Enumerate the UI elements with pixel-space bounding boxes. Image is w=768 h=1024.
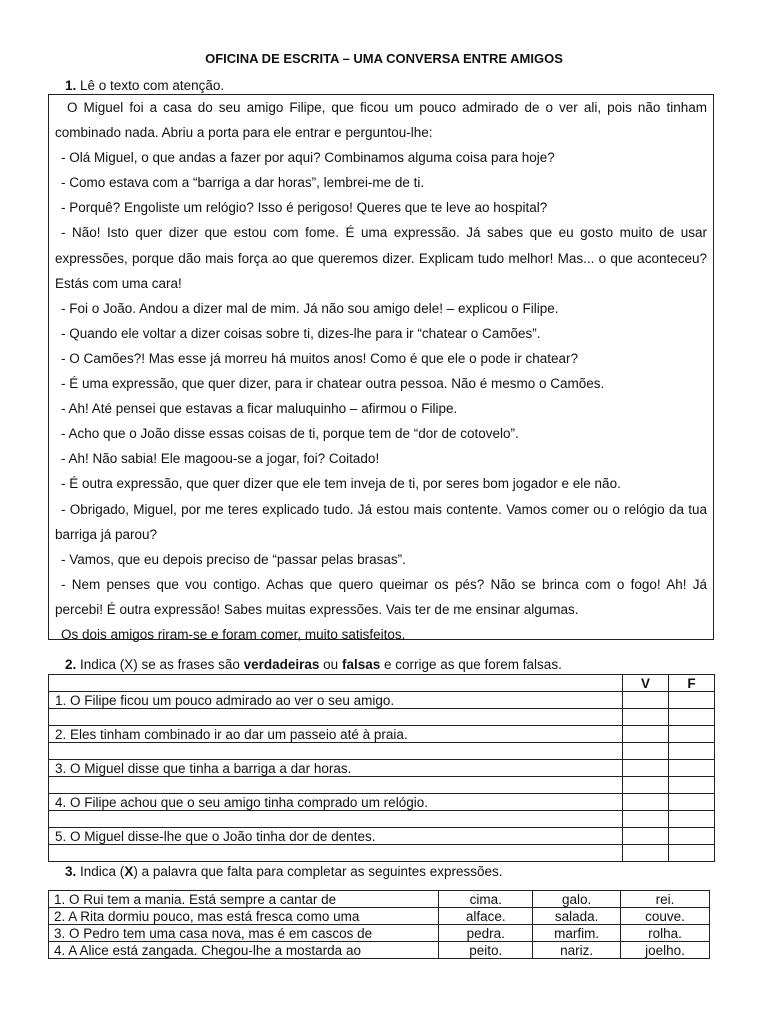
option-cell[interactable]: cima.	[439, 891, 533, 908]
table-row	[49, 692, 715, 709]
option-cell[interactable]: rei.	[621, 891, 710, 908]
table-row	[49, 777, 715, 794]
statement-cell: 1. O Filipe ficou um pouco admirado ao ver o seu amigo.	[49, 692, 623, 709]
false-checkbox-cell[interactable]	[669, 726, 715, 743]
table-row	[49, 760, 715, 777]
question-2-text: e corrige as que forem falsas.	[380, 657, 562, 672]
story-paragraph: - Não! Isto quer dizer que estou com fome. É uma expressão. Já sabes que eu gosto muito de usar expressões, porque dão mais força ao que queremos dizer. Explicam tudo melhor! Mas... o que aconteceu? Estás com uma cara!	[55, 225, 707, 291]
option-cell[interactable]: joelho.	[621, 942, 710, 959]
table-row	[49, 709, 715, 726]
empty-cell	[623, 845, 669, 862]
sentence-cell: 1. O Rui tem a mania. Está sempre a cantar de	[49, 891, 439, 908]
option-cell[interactable]: galo.	[533, 891, 621, 908]
column-header-v: V	[623, 675, 669, 692]
expressions-table	[48, 890, 710, 959]
true-checkbox-cell[interactable]	[623, 794, 669, 811]
question-2-text: ou	[319, 657, 342, 672]
table-row	[49, 908, 710, 925]
empty-cell	[669, 777, 715, 794]
story-paragraph: Os dois amigos riram-se e foram comer, muito satisfeitos.	[61, 626, 406, 642]
true-checkbox-cell[interactable]	[623, 692, 669, 709]
story-paragraph: - Como estava com a “barriga a dar horas”, lembrei-me de ti.	[61, 175, 425, 191]
correction-cell[interactable]	[49, 709, 623, 726]
question-2-emphasis: falsas	[341, 657, 381, 672]
sentence-cell: 2. A Rita dormiu pouco, mas está fresca como uma	[49, 908, 439, 925]
story-paragraph: - É uma expressão, que quer dizer, para ir chatear outra pessoa. Não é mesmo o Camões.	[61, 376, 605, 392]
true-false-table	[48, 674, 715, 862]
false-checkbox-cell[interactable]	[669, 692, 715, 709]
correction-cell[interactable]	[49, 845, 623, 862]
table-row	[49, 942, 710, 959]
true-checkbox-cell[interactable]	[623, 760, 669, 777]
question-3-text: ) a palavra que falta para completar as seguintes expressões.	[133, 864, 503, 879]
table-row	[49, 828, 715, 845]
story-paragraph: - Ah! Não sabia! Ele magoou-se a jogar, foi? Coitado!	[61, 451, 380, 467]
statement-cell: 4. O Filipe achou que o seu amigo tinha comprado um relógio.	[49, 794, 623, 811]
table-row	[49, 845, 715, 862]
correction-cell[interactable]	[49, 743, 623, 760]
correction-cell[interactable]	[49, 811, 623, 828]
true-checkbox-cell[interactable]	[623, 828, 669, 845]
story-paragraph: - O Camões?! Mas esse já morreu há muitos anos! Como é que ele o pode ir chatear?	[61, 350, 579, 366]
option-cell[interactable]: nariz.	[533, 942, 621, 959]
question-2-emphasis: verdadeiras	[243, 657, 320, 672]
story-paragraph: - Nem penses que vou contigo. Achas que quero queimar os pés? Não se brinca com o fogo! Ah! Já percebi! É outra expressão! Sabes muitas expressões. Vais ter de me ensinar algumas.	[55, 576, 707, 617]
story-text	[55, 95, 707, 647]
story-paragraph: O Miguel foi a casa do seu amigo Filipe, que ficou um pouco admirado de o ver ali, pois não tinham combinado nada. Abriu a porta para ele entrar e perguntou-lhe:	[55, 100, 707, 141]
option-cell[interactable]: rolha.	[621, 925, 710, 942]
empty-cell	[669, 709, 715, 726]
question-2-text: Indica (X) se as frases são	[80, 657, 244, 672]
question-3-number: 3.	[65, 864, 77, 879]
question-2-instruction	[65, 657, 562, 672]
empty-cell	[669, 743, 715, 760]
sentence-cell: 4. A Alice está zangada. Chegou-lhe a mostarda ao	[49, 942, 439, 959]
story-paragraph: - Foi o João. Andou a dizer mal de mim. Já não sou amigo dele! – explicou o Filipe.	[61, 300, 559, 316]
table-row	[49, 925, 710, 942]
empty-cell	[623, 709, 669, 726]
question-1-instruction	[65, 78, 224, 93]
empty-cell	[623, 811, 669, 828]
question-3-instruction	[65, 864, 503, 879]
table-row	[49, 794, 715, 811]
story-paragraph: - Ah! Até pensei que estavas a ficar maluquinho – afirmou o Filipe.	[61, 401, 458, 417]
question-1-text: Lê o texto com atenção.	[80, 78, 225, 93]
table-header-blank	[49, 675, 623, 692]
question-3-text: Indica (	[80, 864, 125, 879]
table-row	[49, 811, 715, 828]
option-cell[interactable]: marfim.	[533, 925, 621, 942]
table-header-row	[49, 675, 715, 692]
false-checkbox-cell[interactable]	[669, 828, 715, 845]
statement-cell: 5. O Miguel disse-lhe que o João tinha dor de dentes.	[49, 828, 623, 845]
false-checkbox-cell[interactable]	[669, 760, 715, 777]
question-3-emphasis: X	[124, 864, 134, 879]
question-2-number: 2.	[65, 657, 77, 672]
page-title: OFICINA DE ESCRITA – UMA CONVERSA ENTRE AMIGOS	[205, 51, 563, 66]
correction-cell[interactable]	[49, 777, 623, 794]
sentence-cell: 3. O Pedro tem uma casa nova, mas é em cascos de	[49, 925, 439, 942]
true-checkbox-cell[interactable]	[623, 726, 669, 743]
option-cell[interactable]: pedra.	[439, 925, 533, 942]
option-cell[interactable]: couve.	[621, 908, 710, 925]
story-paragraph: - Porquê? Engoliste um relógio? Isso é perigoso! Queres que te leve ao hospital?	[61, 200, 548, 216]
statement-cell: 2. Eles tinham combinado ir ao dar um passeio até à praia.	[49, 726, 623, 743]
story-box	[48, 94, 714, 640]
option-cell[interactable]: peito.	[439, 942, 533, 959]
table-row	[49, 891, 710, 908]
statement-cell: 3. O Miguel disse que tinha a barriga a dar horas.	[49, 760, 623, 777]
false-checkbox-cell[interactable]	[669, 794, 715, 811]
question-1-number: 1.	[65, 78, 77, 93]
story-paragraph: - Vamos, que eu depois preciso de “passar pelas brasas”.	[61, 551, 406, 567]
column-header-f: F	[669, 675, 715, 692]
story-paragraph: - É outra expressão, que quer dizer que ele tem inveja de ti, por seres bom jogador e ele não.	[61, 476, 621, 492]
empty-cell	[669, 845, 715, 862]
option-cell[interactable]: alface.	[439, 908, 533, 925]
story-paragraph: - Obrigado, Miguel, por me teres explicado tudo. Já estou mais contente. Vamos comer ou o relógio da tua barriga já parou?	[55, 501, 707, 542]
empty-cell	[669, 811, 715, 828]
story-paragraph: - Acho que o João disse essas coisas de ti, porque tem de “dor de cotovelo”.	[61, 426, 519, 442]
table-row	[49, 743, 715, 760]
table-row	[49, 726, 715, 743]
story-paragraph: - Olá Miguel, o que andas a fazer por aqui? Combinamos alguma coisa para hoje?	[61, 150, 555, 166]
story-paragraph: - Quando ele voltar a dizer coisas sobre ti, dizes-lhe para ir “chatear o Camões”.	[61, 325, 541, 341]
empty-cell	[623, 743, 669, 760]
option-cell[interactable]: salada.	[533, 908, 621, 925]
empty-cell	[623, 777, 669, 794]
